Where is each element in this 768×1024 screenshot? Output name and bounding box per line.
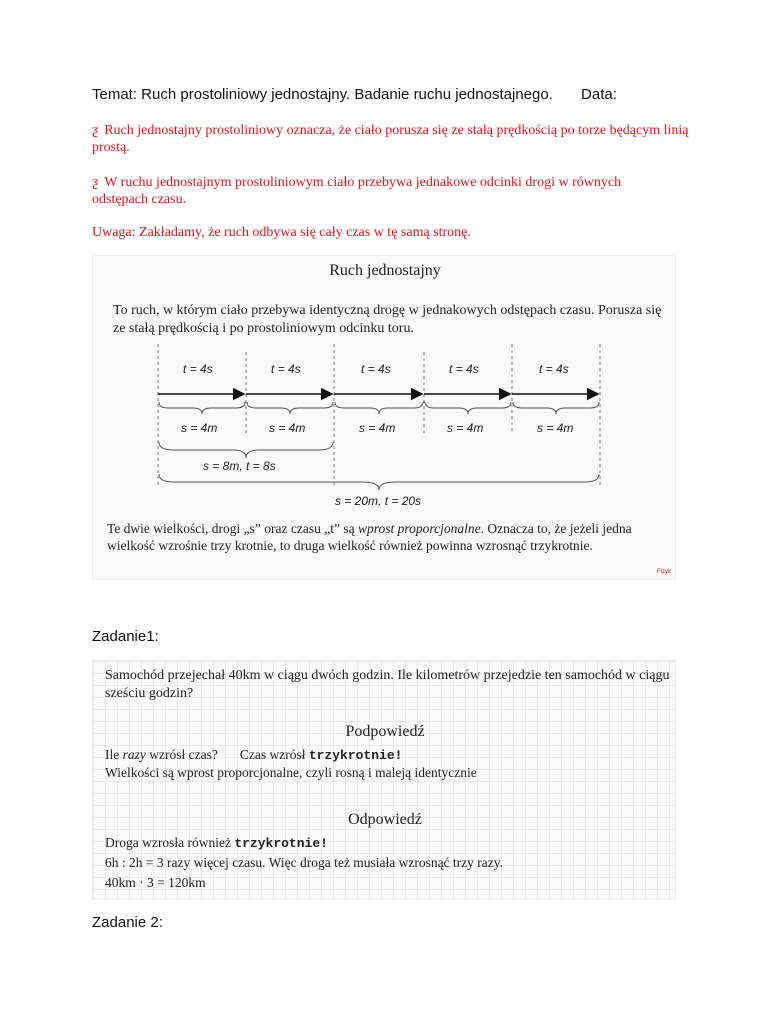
hint-q-italic: razy [122,747,146,762]
date-label: Data: [581,86,617,103]
warning-note: Uwaga: Zakładamy, że ruch odbywa się cały czas w tę samą stronę. [92,225,471,240]
time-label: t = 4s [539,362,569,376]
hint-a-prefix: Czas wzrósł [239,747,309,762]
answer-line-2: 6h : 2h = 3 razy więcej czasu. Więc droga też musiała wzrosnąć trzy razy. [105,855,504,870]
definition-2 [92,174,652,208]
note-part-2: . Oznacza to, że jeżeli jedna wielkość wzrośnie trzy krotnie, to druga wielkość również powinna wzrosnąć trzykrotnie. [107,521,632,553]
hint-line-2: Wielkości są wprost proporcjonalne, czyli rosną i maleją identycznie [105,765,477,780]
uniform-motion-figure [92,255,676,580]
topic-text: Temat: Ruch prostoliniowy jednostajny. Badanie ruchu jednostajnego. [92,86,553,103]
time-label: t = 4s [183,362,213,376]
definition-1-text: Ruch jednostajny prostoliniowy oznacza, że ciało porusza się ze stałą prędkością po torze będącym linią prostą. [92,123,689,155]
topic-line [92,86,617,103]
task-2-heading: Zadanie 2: [92,914,163,931]
hint-q-suffix: wzrósł czas? [145,747,218,762]
time-label: t = 4s [271,362,301,376]
segment-braces [159,402,599,490]
answer-line-1 [105,835,328,851]
definition-1 [92,122,692,156]
partial-sum-label: s = 8m, t = 8s [203,459,276,473]
note-italic: wprost proporcjonalne [357,521,481,536]
bullet-icon: ƺ [92,123,99,138]
distance-label: s = 4m [359,421,396,435]
time-label: t = 4s [449,362,479,376]
hint-question-line [105,747,402,763]
hint-title: Podpowiedź [345,723,425,740]
hint-q-prefix: Ile [105,747,123,762]
note-part-1: Te dwie wielkości, drogi „s” oraz czasu „t” są [107,521,358,536]
distance-label: s = 4m [269,421,306,435]
answer-title: Odpowiedź [348,811,422,828]
figure-title: Ruch jednostajny [329,262,441,279]
corner-mark: Fizyk [657,569,671,575]
bullet-icon: ƺ [92,175,99,190]
proportionality-note [107,520,671,554]
answer-1-bold: trzykrotnie! [234,836,328,851]
task-1-panel [92,660,676,900]
hint-a-bold: trzykrotnie! [308,748,403,763]
definition-2-text: W ruchu jednostajnym prostoliniowym ciało przebywa jednakowe odcinki drogi w równych odstępach czasu. [92,175,622,207]
figure-description: To ruch, w którym ciało przebywa identyczną drogę w jednakowych odstępach czasu. Porusza się ze stałą prędkością i po prostoliniowym odcinku toru. [113,303,662,336]
task-1-heading: Zadanie1: [92,628,159,645]
distance-label: s = 4m [537,421,574,435]
distance-label: s = 4m [181,421,218,435]
time-label: t = 4s [361,362,391,376]
total-sum-label: s = 20m, t = 20s [335,494,422,508]
answer-1-prefix: Droga wzrosła również [105,835,235,850]
distance-label: s = 4m [447,421,484,435]
answer-line-3: 40km · 3 = 120km [105,875,206,890]
task-1-problem: Samochód przejechał 40km w ciągu dwóch godzin. Ile kilometrów przejedzie ten samochód w ciągu sześciu godzin? [105,668,670,701]
